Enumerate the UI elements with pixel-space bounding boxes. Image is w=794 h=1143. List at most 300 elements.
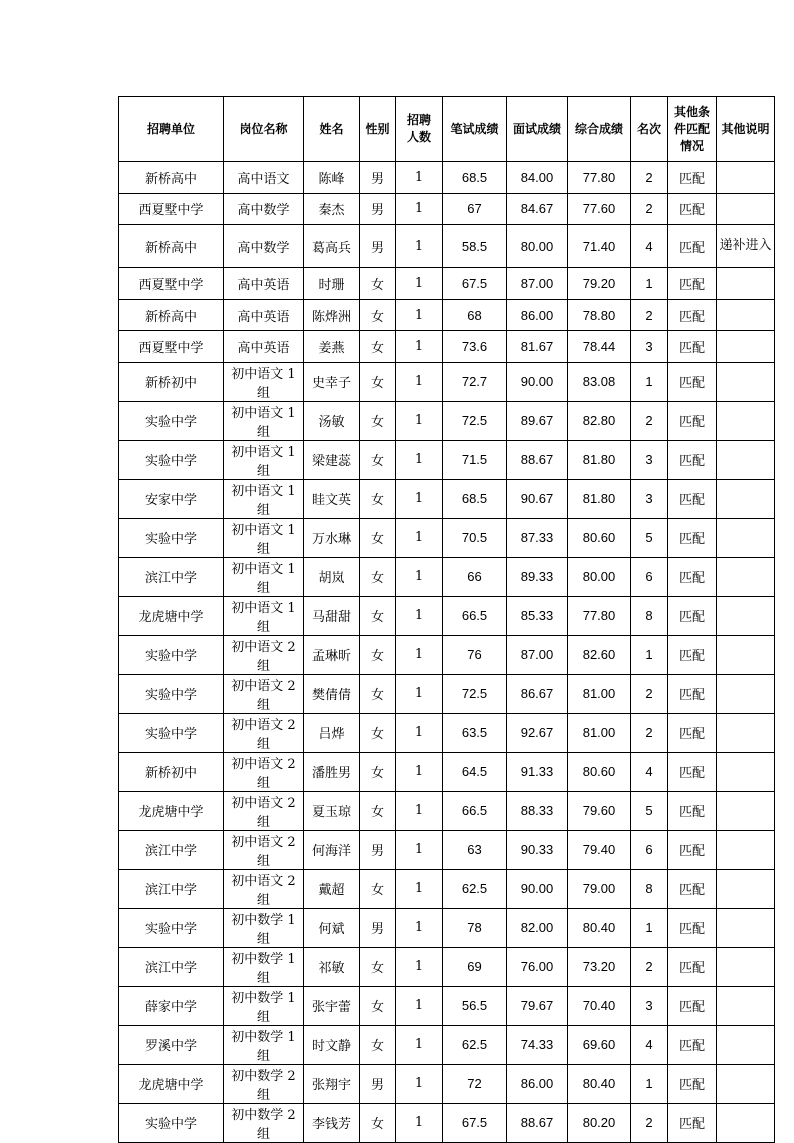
cell-note xyxy=(717,713,775,752)
cell-match: 匹配 xyxy=(668,162,717,194)
cell-match: 匹配 xyxy=(668,268,717,300)
header-total-score: 综合成绩 xyxy=(568,97,631,162)
cell-name: 秦杰 xyxy=(304,193,360,225)
cell-quota: 1 xyxy=(396,1064,443,1103)
cell-position: 初中数学 1 组 xyxy=(224,986,304,1025)
cell-note xyxy=(717,268,775,300)
cell-interview-score: 86.00 xyxy=(507,299,568,331)
table-row xyxy=(119,268,775,300)
cell-name: 张宇蕾 xyxy=(304,986,360,1025)
cell-rank: 2 xyxy=(631,674,668,713)
cell-match: 匹配 xyxy=(668,830,717,869)
cell-position: 初中语文 2 组 xyxy=(224,635,304,674)
cell-unit: 实验中学 xyxy=(119,518,224,557)
cell-note xyxy=(717,752,775,791)
cell-name: 史幸子 xyxy=(304,362,360,401)
cell-rank: 2 xyxy=(631,401,668,440)
cell-name: 樊倩倩 xyxy=(304,674,360,713)
cell-match: 匹配 xyxy=(668,908,717,947)
cell-unit: 实验中学 xyxy=(119,401,224,440)
cell-total-score: 77.60 xyxy=(568,193,631,225)
cell-interview-score: 80.00 xyxy=(507,225,568,268)
cell-written-score: 67.5 xyxy=(443,1103,507,1142)
cell-position: 初中语文 1 组 xyxy=(224,596,304,635)
cell-rank: 1 xyxy=(631,635,668,674)
table-row xyxy=(119,362,775,401)
cell-unit: 新桥初中 xyxy=(119,362,224,401)
cell-gender: 女 xyxy=(360,518,396,557)
cell-written-score: 63.5 xyxy=(443,713,507,752)
cell-total-score: 80.60 xyxy=(568,518,631,557)
cell-interview-score: 81.67 xyxy=(507,331,568,363)
table-row xyxy=(119,791,775,830)
header-name: 姓名 xyxy=(304,97,360,162)
cell-position: 初中语文 2 组 xyxy=(224,791,304,830)
cell-position: 高中英语 xyxy=(224,268,304,300)
cell-match: 匹配 xyxy=(668,674,717,713)
cell-written-score: 62.5 xyxy=(443,869,507,908)
cell-match: 匹配 xyxy=(668,193,717,225)
cell-note xyxy=(717,479,775,518)
cell-quota: 1 xyxy=(396,299,443,331)
cell-total-score: 83.08 xyxy=(568,362,631,401)
cell-gender: 女 xyxy=(360,635,396,674)
cell-unit: 龙虎塘中学 xyxy=(119,596,224,635)
cell-unit: 滨江中学 xyxy=(119,947,224,986)
cell-position: 高中英语 xyxy=(224,331,304,363)
cell-gender: 女 xyxy=(360,362,396,401)
cell-gender: 男 xyxy=(360,830,396,869)
cell-total-score: 80.20 xyxy=(568,1103,631,1142)
cell-total-score: 80.00 xyxy=(568,557,631,596)
cell-note xyxy=(717,596,775,635)
results-table xyxy=(118,96,775,1143)
cell-quota: 1 xyxy=(396,518,443,557)
cell-match: 匹配 xyxy=(668,557,717,596)
header-interview-score: 面试成绩 xyxy=(507,97,568,162)
cell-interview-score: 90.00 xyxy=(507,869,568,908)
cell-quota: 1 xyxy=(396,440,443,479)
header-gender: 性别 xyxy=(360,97,396,162)
cell-interview-score: 87.00 xyxy=(507,635,568,674)
cell-interview-score: 87.33 xyxy=(507,518,568,557)
cell-total-score: 77.80 xyxy=(568,596,631,635)
header-unit: 招聘单位 xyxy=(119,97,224,162)
cell-name: 汤敏 xyxy=(304,401,360,440)
cell-gender: 女 xyxy=(360,1025,396,1064)
cell-unit: 实验中学 xyxy=(119,440,224,479)
cell-written-score: 66.5 xyxy=(443,791,507,830)
cell-note xyxy=(717,791,775,830)
cell-interview-score: 91.33 xyxy=(507,752,568,791)
table-row xyxy=(119,299,775,331)
cell-position: 初中数学 1 组 xyxy=(224,1025,304,1064)
cell-quota: 1 xyxy=(396,596,443,635)
cell-match: 匹配 xyxy=(668,1025,717,1064)
header-note: 其他说明 xyxy=(717,97,775,162)
cell-total-score: 70.40 xyxy=(568,986,631,1025)
header-written-score: 笔试成绩 xyxy=(443,97,507,162)
cell-note xyxy=(717,635,775,674)
cell-match: 匹配 xyxy=(668,401,717,440)
table-row xyxy=(119,869,775,908)
cell-rank: 1 xyxy=(631,908,668,947)
cell-rank: 5 xyxy=(631,518,668,557)
cell-written-score: 66.5 xyxy=(443,596,507,635)
cell-quota: 1 xyxy=(396,225,443,268)
header-quota: 招聘人数 xyxy=(396,97,443,162)
cell-gender: 男 xyxy=(360,908,396,947)
cell-gender: 女 xyxy=(360,713,396,752)
table-row xyxy=(119,908,775,947)
cell-quota: 1 xyxy=(396,752,443,791)
cell-quota: 1 xyxy=(396,162,443,194)
cell-written-score: 68.5 xyxy=(443,479,507,518)
cell-gender: 女 xyxy=(360,986,396,1025)
cell-total-score: 82.60 xyxy=(568,635,631,674)
cell-position: 初中语文 2 组 xyxy=(224,830,304,869)
cell-total-score: 80.40 xyxy=(568,1064,631,1103)
cell-written-score: 72.7 xyxy=(443,362,507,401)
cell-gender: 女 xyxy=(360,752,396,791)
cell-gender: 男 xyxy=(360,162,396,194)
cell-rank: 3 xyxy=(631,331,668,363)
cell-position: 高中数学 xyxy=(224,193,304,225)
header-row xyxy=(119,97,775,162)
cell-gender: 女 xyxy=(360,947,396,986)
cell-written-score: 63 xyxy=(443,830,507,869)
cell-rank: 1 xyxy=(631,1064,668,1103)
table-row xyxy=(119,986,775,1025)
cell-name: 孟琳昕 xyxy=(304,635,360,674)
cell-note xyxy=(717,830,775,869)
cell-note xyxy=(717,908,775,947)
cell-quota: 1 xyxy=(396,713,443,752)
cell-written-score: 72.5 xyxy=(443,674,507,713)
cell-position: 初中语文 1 组 xyxy=(224,440,304,479)
cell-quota: 1 xyxy=(396,193,443,225)
cell-gender: 男 xyxy=(360,1064,396,1103)
cell-name: 祁敏 xyxy=(304,947,360,986)
cell-interview-score: 90.33 xyxy=(507,830,568,869)
cell-position: 初中数学 2 组 xyxy=(224,1064,304,1103)
cell-quota: 1 xyxy=(396,1103,443,1142)
cell-gender: 女 xyxy=(360,479,396,518)
cell-rank: 8 xyxy=(631,596,668,635)
cell-quota: 1 xyxy=(396,1025,443,1064)
cell-note xyxy=(717,986,775,1025)
cell-position: 初中语文 2 组 xyxy=(224,752,304,791)
cell-position: 初中语文 2 组 xyxy=(224,674,304,713)
cell-name: 梁建蕊 xyxy=(304,440,360,479)
cell-unit: 实验中学 xyxy=(119,635,224,674)
cell-interview-score: 84.67 xyxy=(507,193,568,225)
cell-match: 匹配 xyxy=(668,479,717,518)
cell-quota: 1 xyxy=(396,908,443,947)
cell-gender: 女 xyxy=(360,401,396,440)
cell-rank: 2 xyxy=(631,193,668,225)
table-row xyxy=(119,440,775,479)
cell-match: 匹配 xyxy=(668,947,717,986)
cell-name: 胡岚 xyxy=(304,557,360,596)
cell-name: 戴超 xyxy=(304,869,360,908)
cell-match: 匹配 xyxy=(668,331,717,363)
cell-gender: 女 xyxy=(360,791,396,830)
cell-quota: 1 xyxy=(396,479,443,518)
cell-gender: 女 xyxy=(360,331,396,363)
cell-unit: 西夏墅中学 xyxy=(119,268,224,300)
cell-quota: 1 xyxy=(396,869,443,908)
table-row xyxy=(119,713,775,752)
table-body xyxy=(119,162,775,1143)
cell-match: 匹配 xyxy=(668,986,717,1025)
cell-rank: 2 xyxy=(631,162,668,194)
table-row xyxy=(119,331,775,363)
table-row xyxy=(119,401,775,440)
cell-interview-score: 79.67 xyxy=(507,986,568,1025)
cell-match: 匹配 xyxy=(668,713,717,752)
cell-unit: 新桥高中 xyxy=(119,299,224,331)
cell-note xyxy=(717,362,775,401)
cell-quota: 1 xyxy=(396,830,443,869)
cell-match: 匹配 xyxy=(668,225,717,268)
cell-match: 匹配 xyxy=(668,518,717,557)
cell-rank: 4 xyxy=(631,225,668,268)
cell-quota: 1 xyxy=(396,791,443,830)
header-rank: 名次 xyxy=(631,97,668,162)
cell-total-score: 82.80 xyxy=(568,401,631,440)
cell-total-score: 78.80 xyxy=(568,299,631,331)
table-row xyxy=(119,752,775,791)
cell-interview-score: 74.33 xyxy=(507,1025,568,1064)
cell-quota: 1 xyxy=(396,401,443,440)
table-header xyxy=(119,97,775,162)
table-row xyxy=(119,479,775,518)
cell-rank: 2 xyxy=(631,947,668,986)
cell-total-score: 79.60 xyxy=(568,791,631,830)
cell-unit: 龙虎塘中学 xyxy=(119,791,224,830)
cell-gender: 女 xyxy=(360,596,396,635)
cell-interview-score: 76.00 xyxy=(507,947,568,986)
cell-name: 时珊 xyxy=(304,268,360,300)
cell-name: 潘胜男 xyxy=(304,752,360,791)
cell-match: 匹配 xyxy=(668,362,717,401)
cell-quota: 1 xyxy=(396,635,443,674)
table-row xyxy=(119,225,775,268)
cell-unit: 安家中学 xyxy=(119,479,224,518)
cell-written-score: 71.5 xyxy=(443,440,507,479)
cell-written-score: 78 xyxy=(443,908,507,947)
cell-interview-score: 84.00 xyxy=(507,162,568,194)
cell-quota: 1 xyxy=(396,674,443,713)
cell-position: 初中语文 1 组 xyxy=(224,557,304,596)
cell-position: 高中语文 xyxy=(224,162,304,194)
cell-match: 匹配 xyxy=(668,752,717,791)
cell-total-score: 81.00 xyxy=(568,713,631,752)
cell-total-score: 77.80 xyxy=(568,162,631,194)
cell-name: 眭文英 xyxy=(304,479,360,518)
cell-rank: 2 xyxy=(631,713,668,752)
cell-total-score: 81.80 xyxy=(568,479,631,518)
cell-quota: 1 xyxy=(396,268,443,300)
header-match: 其他条件匹配情况 xyxy=(668,97,717,162)
cell-note xyxy=(717,440,775,479)
cell-position: 初中数学 1 组 xyxy=(224,947,304,986)
cell-unit: 龙虎塘中学 xyxy=(119,1064,224,1103)
cell-position: 初中数学 2 组 xyxy=(224,1103,304,1142)
cell-gender: 女 xyxy=(360,1103,396,1142)
cell-quota: 1 xyxy=(396,331,443,363)
cell-interview-score: 92.67 xyxy=(507,713,568,752)
cell-rank: 1 xyxy=(631,362,668,401)
cell-gender: 女 xyxy=(360,268,396,300)
cell-interview-score: 89.33 xyxy=(507,557,568,596)
cell-quota: 1 xyxy=(396,986,443,1025)
cell-note xyxy=(717,1064,775,1103)
cell-written-score: 56.5 xyxy=(443,986,507,1025)
table-row xyxy=(119,596,775,635)
cell-match: 匹配 xyxy=(668,869,717,908)
cell-name: 李钱芳 xyxy=(304,1103,360,1142)
cell-written-score: 67.5 xyxy=(443,268,507,300)
cell-written-score: 62.5 xyxy=(443,1025,507,1064)
cell-interview-score: 88.67 xyxy=(507,440,568,479)
cell-interview-score: 90.00 xyxy=(507,362,568,401)
cell-unit: 西夏墅中学 xyxy=(119,331,224,363)
cell-note: 递补进入 xyxy=(717,225,775,268)
cell-interview-score: 89.67 xyxy=(507,401,568,440)
cell-quota: 1 xyxy=(396,362,443,401)
cell-name: 何海洋 xyxy=(304,830,360,869)
cell-position: 初中语文 2 组 xyxy=(224,869,304,908)
table-row xyxy=(119,193,775,225)
cell-quota: 1 xyxy=(396,947,443,986)
cell-note xyxy=(717,299,775,331)
cell-unit: 滨江中学 xyxy=(119,869,224,908)
cell-position: 高中数学 xyxy=(224,225,304,268)
cell-name: 何斌 xyxy=(304,908,360,947)
cell-interview-score: 88.33 xyxy=(507,791,568,830)
cell-written-score: 72.5 xyxy=(443,401,507,440)
cell-total-score: 80.60 xyxy=(568,752,631,791)
cell-written-score: 70.5 xyxy=(443,518,507,557)
cell-position: 初中语文 1 组 xyxy=(224,401,304,440)
cell-note xyxy=(717,401,775,440)
cell-gender: 男 xyxy=(360,193,396,225)
cell-rank: 6 xyxy=(631,557,668,596)
cell-total-score: 81.00 xyxy=(568,674,631,713)
cell-gender: 男 xyxy=(360,225,396,268)
cell-total-score: 79.00 xyxy=(568,869,631,908)
cell-note xyxy=(717,331,775,363)
cell-position: 初中语文 1 组 xyxy=(224,479,304,518)
cell-name: 姜燕 xyxy=(304,331,360,363)
cell-written-score: 58.5 xyxy=(443,225,507,268)
cell-written-score: 64.5 xyxy=(443,752,507,791)
table-row xyxy=(119,830,775,869)
cell-name: 葛高兵 xyxy=(304,225,360,268)
cell-unit: 薛家中学 xyxy=(119,986,224,1025)
cell-match: 匹配 xyxy=(668,1064,717,1103)
cell-name: 马甜甜 xyxy=(304,596,360,635)
table-row xyxy=(119,674,775,713)
cell-unit: 实验中学 xyxy=(119,713,224,752)
cell-total-score: 79.40 xyxy=(568,830,631,869)
header-position: 岗位名称 xyxy=(224,97,304,162)
cell-note xyxy=(717,557,775,596)
cell-rank: 3 xyxy=(631,479,668,518)
cell-gender: 女 xyxy=(360,299,396,331)
cell-interview-score: 82.00 xyxy=(507,908,568,947)
cell-total-score: 79.20 xyxy=(568,268,631,300)
cell-rank: 6 xyxy=(631,830,668,869)
cell-unit: 新桥初中 xyxy=(119,752,224,791)
cell-match: 匹配 xyxy=(668,440,717,479)
cell-rank: 5 xyxy=(631,791,668,830)
table-row xyxy=(119,557,775,596)
cell-rank: 3 xyxy=(631,440,668,479)
cell-written-score: 66 xyxy=(443,557,507,596)
cell-interview-score: 88.67 xyxy=(507,1103,568,1142)
cell-total-score: 78.44 xyxy=(568,331,631,363)
cell-interview-score: 87.00 xyxy=(507,268,568,300)
cell-match: 匹配 xyxy=(668,1103,717,1142)
cell-name: 万水琳 xyxy=(304,518,360,557)
cell-note xyxy=(717,193,775,225)
cell-unit: 新桥高中 xyxy=(119,225,224,268)
cell-interview-score: 90.67 xyxy=(507,479,568,518)
cell-note xyxy=(717,869,775,908)
table-row xyxy=(119,518,775,557)
cell-unit: 罗溪中学 xyxy=(119,1025,224,1064)
cell-written-score: 69 xyxy=(443,947,507,986)
cell-note xyxy=(717,162,775,194)
cell-total-score: 71.40 xyxy=(568,225,631,268)
cell-interview-score: 86.67 xyxy=(507,674,568,713)
cell-name: 夏玉琼 xyxy=(304,791,360,830)
cell-name: 张翔宇 xyxy=(304,1064,360,1103)
cell-note xyxy=(717,518,775,557)
cell-rank: 8 xyxy=(631,869,668,908)
cell-unit: 实验中学 xyxy=(119,1103,224,1142)
cell-rank: 2 xyxy=(631,1103,668,1142)
cell-unit: 西夏墅中学 xyxy=(119,193,224,225)
cell-total-score: 80.40 xyxy=(568,908,631,947)
cell-written-score: 67 xyxy=(443,193,507,225)
cell-rank: 4 xyxy=(631,752,668,791)
table-row xyxy=(119,635,775,674)
cell-name: 吕烨 xyxy=(304,713,360,752)
cell-match: 匹配 xyxy=(668,596,717,635)
cell-position: 初中语文 2 组 xyxy=(224,713,304,752)
cell-note xyxy=(717,1025,775,1064)
table-row xyxy=(119,1025,775,1064)
cell-name: 时文静 xyxy=(304,1025,360,1064)
cell-quota: 1 xyxy=(396,557,443,596)
cell-gender: 女 xyxy=(360,869,396,908)
cell-interview-score: 85.33 xyxy=(507,596,568,635)
cell-rank: 2 xyxy=(631,299,668,331)
cell-interview-score: 86.00 xyxy=(507,1064,568,1103)
cell-gender: 女 xyxy=(360,440,396,479)
cell-total-score: 69.60 xyxy=(568,1025,631,1064)
cell-position: 初中数学 1 组 xyxy=(224,908,304,947)
cell-written-score: 72 xyxy=(443,1064,507,1103)
cell-rank: 4 xyxy=(631,1025,668,1064)
table-row xyxy=(119,947,775,986)
cell-total-score: 73.20 xyxy=(568,947,631,986)
cell-unit: 实验中学 xyxy=(119,908,224,947)
